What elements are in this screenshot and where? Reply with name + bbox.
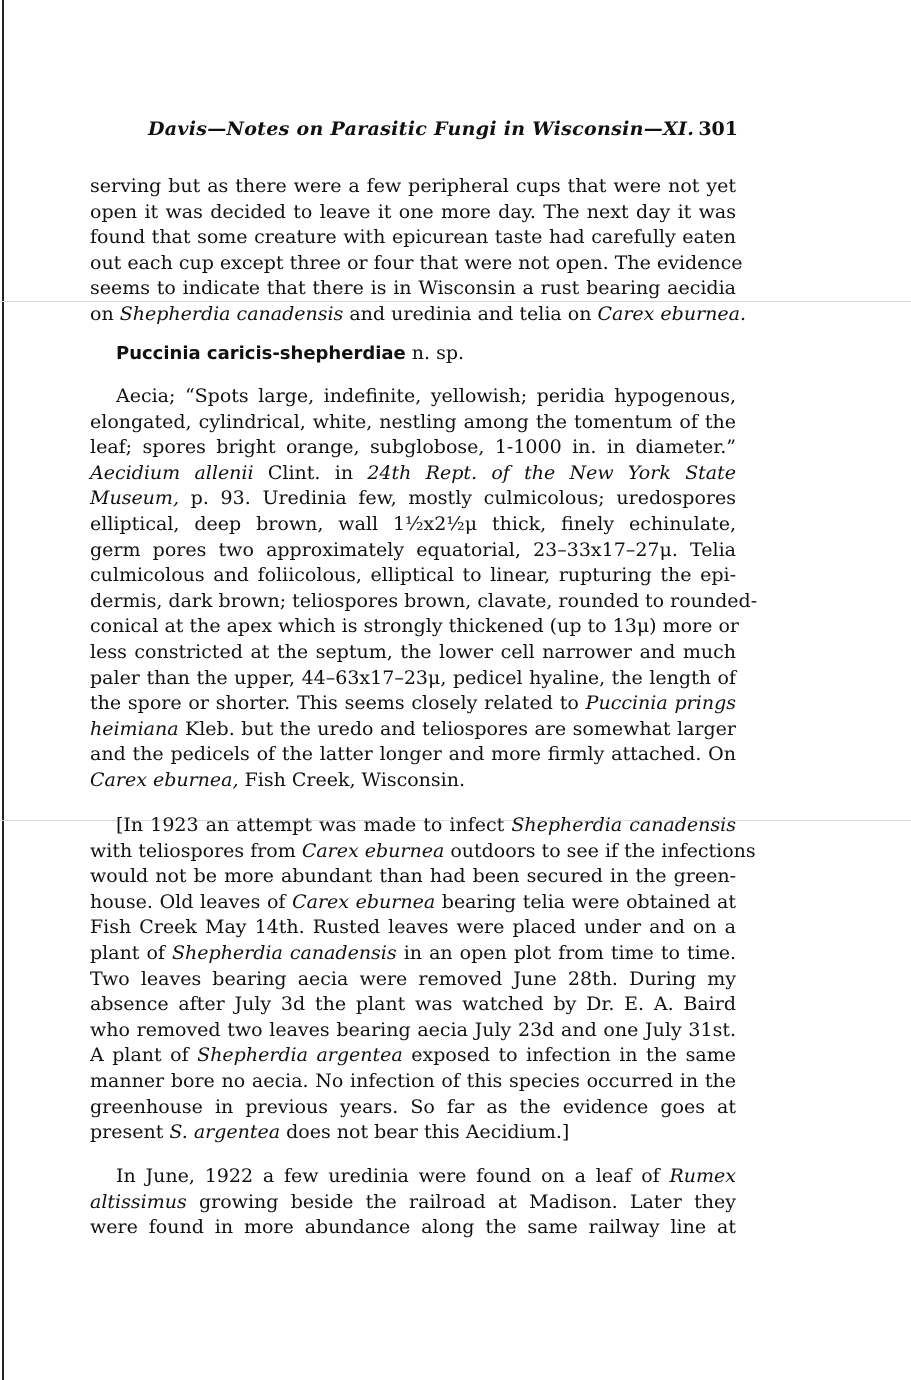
citation-title: Museum,: [90, 487, 179, 510]
text-line: open it was decided to leave it one more day. The next day it was: [90, 200, 736, 223]
text-line: greenhouse in previous years. So far as the evidence goes at: [90, 1095, 736, 1118]
taxon-name: altissimus: [90, 1190, 187, 1213]
text-line: present S. argentea does not bear this Aecidium.]: [90, 1121, 570, 1144]
text-line: Carex eburnea, Fish Creek, Wisconsin.: [90, 768, 466, 791]
text-line: the spore or shorter. This seems closely related to Puccinia prings: [90, 692, 736, 715]
taxon-name: Shepherdia canadensis: [511, 814, 736, 836]
taxon-name: Shepherdia argentea: [197, 1044, 403, 1067]
taxon-name: Carex eburnea,: [90, 768, 239, 791]
text-line: less constricted at the septum, the lower cell narrower and much: [90, 640, 736, 663]
species-description: [90, 384, 758, 794]
rumex-paragraph: [90, 1164, 736, 1241]
text-line: Aecia; “Spots large, indefinite, yellowish; peridia hypogenous,: [116, 385, 736, 407]
taxon-name: S. argentea: [169, 1121, 281, 1144]
text-line: Museum, p. 93. Uredinia few, mostly culmicolous; uredospores: [90, 487, 736, 510]
taxon-name: Shepherdia canadensis: [119, 302, 344, 325]
text-line: Two leaves bearing aecia were removed June 28th. During my: [90, 967, 736, 990]
text-line: paler than the upper, 44–63x17–23μ, pedicel hyaline, the length of: [90, 666, 736, 689]
text-line: [In 1923 an attempt was made to infect Shepherdia canadensis: [116, 814, 736, 836]
running-header: [148, 118, 738, 140]
text-line: Aecidium allenii Clint. in 24th Rept. of the New York State: [90, 461, 736, 484]
page-number: 301: [698, 118, 738, 140]
text-line: culmicolous and foliicolous, elliptical to linear, rupturing the epi-: [90, 564, 736, 587]
species-suffix: n. sp.: [405, 342, 465, 364]
text-line: A plant of Shepherdia argentea exposed to infection in the same: [90, 1044, 737, 1067]
taxon-name: Rumex: [669, 1165, 736, 1187]
text-line: altissimus growing beside the railroad at Madison. Later they: [90, 1190, 736, 1213]
text-line: on Shepherdia canadensis and uredinia and telia on Carex eburnea.: [90, 302, 747, 325]
text-line: with teliospores from Carex eburnea outdoors to see if the infections: [90, 839, 756, 862]
species-name: Puccinia caricis-shepherdiae: [116, 343, 406, 364]
text-line: out each cup except three or four that were not open. The evidence: [90, 251, 743, 274]
text-line: elongated, cylindrical, white, nestling among the tomentum of the: [90, 410, 736, 433]
taxon-name: heimiana: [90, 717, 179, 740]
text-line: heimiana Kleb. but the uredo and teliospores are somewhat larger: [90, 717, 736, 740]
text-line: house. Old leaves of Carex eburnea bearing telia were obtained at: [90, 890, 736, 913]
taxon-name: Carex eburnea: [301, 839, 445, 862]
text-line: elliptical, deep brown, wall 1½x2½μ thick, finely echinulate,: [90, 512, 736, 535]
text-line: leaf; spores bright orange, subglobose, 1-1000 in. in diameter.”: [90, 436, 736, 459]
text-line: Fish Creek May 14th. Rusted leaves were placed under and on a: [90, 916, 736, 939]
text-line: dermis, dark brown; teliospores brown, clavate, rounded to rounded-: [90, 589, 758, 612]
text-line: who removed two leaves bearing aecia July 23d and one July 31st.: [90, 1018, 736, 1041]
text-line: serving but as there were a few peripheral cups that were not yet: [90, 175, 736, 197]
taxon-name: Carex eburnea: [292, 890, 436, 913]
text-line: In June, 1922 a few uredinia were found on a leaf of Rumex: [116, 1165, 736, 1187]
text-line: manner bore no aecia. No infection of this species occurred in the: [90, 1069, 736, 1092]
text-line: germ pores two approximately equatorial, 23–33x17–27μ. Telia: [90, 538, 736, 561]
text-line: absence after July 3d the plant was watched by Dr. E. A. Baird: [90, 993, 736, 1016]
text-line: were found in more abundance along the same railway line at: [90, 1216, 736, 1239]
taxon-name: Carex eburnea.: [597, 302, 747, 325]
text-line: found that some creature with epicurean taste had carefully eaten: [90, 226, 736, 249]
running-title: Davis—Notes on Parasitic Fungi in Wisconsin—XI.: [148, 118, 695, 140]
paragraph-continuation: [90, 174, 747, 328]
text-line: conical at the apex which is strongly thickened (up to 13μ) more or: [90, 615, 739, 638]
taxon-name: Aecidium allenii: [90, 461, 254, 484]
page-edge: [2, 0, 4, 1380]
taxon-name: Shepherdia canadensis: [172, 941, 397, 964]
text-line: seems to indicate that there is in Wisconsin a rust bearing aecidia: [90, 277, 736, 300]
species-heading: [116, 342, 464, 364]
text-line: and the pedicels of the latter longer and more firmly attached. On: [90, 743, 736, 766]
text-line: plant of Shepherdia canadensis in an open plot from time to time.: [90, 941, 736, 964]
text-line: would not be more abundant than had been secured in the green-: [90, 865, 736, 888]
bracket-note: [90, 813, 756, 1146]
taxon-name: Puccinia prings: [585, 692, 736, 715]
citation-title: 24th Rept. of the New York State: [367, 461, 736, 484]
